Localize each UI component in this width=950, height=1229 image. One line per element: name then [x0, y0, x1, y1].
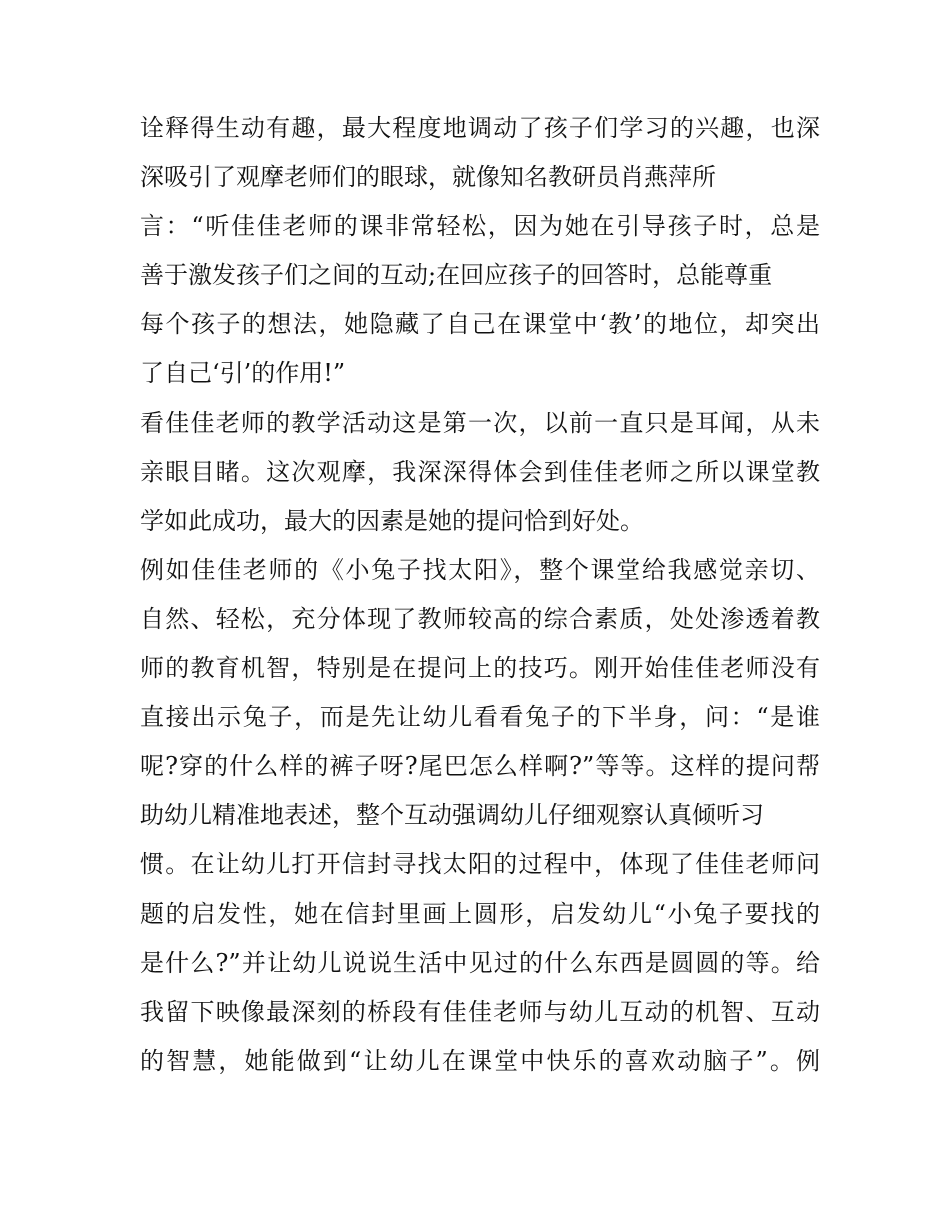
- text-line-8: 亲眼目睹。这次观摩，我深深得体会到佳佳老师之所以课堂教: [140, 457, 820, 486]
- text-line-6: 了自己‘引’的作用!”: [140, 359, 346, 388]
- body-text: [140, 104, 820, 1086]
- text-line-20: 的智慧，她能做到“让幼儿在课堂中快乐的喜欢动脑子”。例: [140, 1046, 820, 1075]
- text-line-15: 助幼儿精准地表述，整个互动强调幼儿仔细观察认真倾听习: [140, 801, 764, 830]
- text-line-10: 例如佳佳老师的《小兔子找太阳》，整个课堂给我感觉亲切、: [140, 555, 820, 584]
- text-line-17: 题的启发性，她在信封里画上圆形，启发幼儿“小兔子要找的: [140, 899, 820, 928]
- text-line-2: 深吸引了观摩老师们的眼球，就像知名教研员肖燕萍所: [140, 163, 716, 192]
- text-line-13: 直接出示兔子，而是先让幼儿看看兔子的下半身，问：“是谁: [140, 703, 820, 732]
- text-line-3: 言：“听佳佳老师的课非常轻松，因为她在引导孩子时，总是: [140, 212, 820, 241]
- text-line-14: 呢?穿的什么样的裤子呀?尾巴怎么样啊?”等等。这样的提问帮: [140, 752, 820, 781]
- text-line-12: 师的教育机智，特别是在提问上的技巧。刚开始佳佳老师没有: [140, 654, 820, 683]
- text-line-16: 惯。在让幼儿打开信封寻找太阳的过程中，体现了佳佳老师问: [140, 850, 820, 879]
- text-line-11: 自然、轻松，充分体现了教师较高的综合素质，处处渗透着教: [140, 604, 820, 633]
- text-line-1: 诠释得生动有趣，最大程度地调动了孩子们学习的兴趣，也深: [140, 114, 820, 142]
- text-line-9: 学如此成功，最大的因素是她的提问恰到好处。: [140, 506, 644, 535]
- text-line-4: 善于激发孩子们之间的互动;在回应孩子的回答时，总能尊重: [140, 261, 773, 290]
- text-line-7: 看佳佳老师的教学活动这是第一次，以前一直只是耳闻，从未: [140, 408, 820, 437]
- text-line-18: 是什么?”并让幼儿说说生活中见过的什么东西是圆圆的等。给: [140, 948, 820, 977]
- text-line-19: 我留下映像最深刻的桥段有佳佳老师与幼儿互动的机智、互动: [140, 997, 820, 1026]
- text-line-5: 每个孩子的想法，她隐藏了自己在课堂中‘教’的地位，却突出: [140, 310, 820, 339]
